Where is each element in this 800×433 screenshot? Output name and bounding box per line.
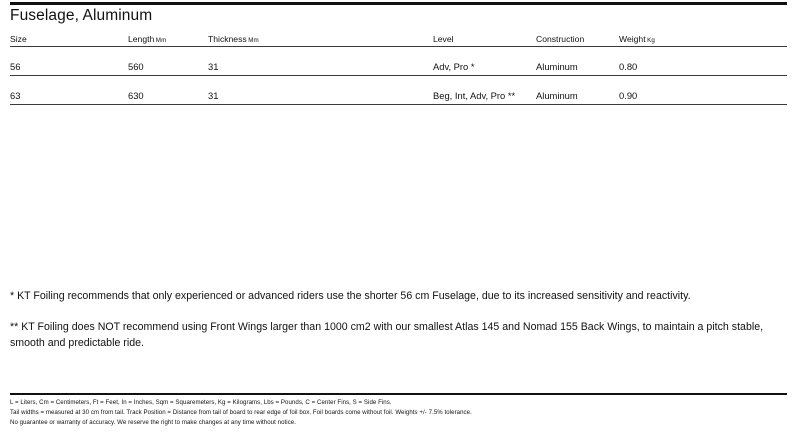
legend-abbreviations: L = Liters, Cm = Centimeters, Ft = Feet, In = Inches, Sqm = Squaremeters, Kg = Kilograms, Lbs = Pounds, C = Center Fins, S = Side Fins. [10,399,392,406]
column-header-level [433,30,536,47]
legend-block [10,398,792,429]
column-header-construction-label: Construction [536,34,585,44]
table-header-row [10,30,787,47]
top-divider-rule [10,2,787,5]
column-header-weight [619,30,787,47]
legend-disclaimer: No guarantee or warranty of accuracy. We reserve the right to make changes at any time without notice. [10,419,297,427]
page-title: Fuselage, Aluminum [10,7,153,24]
footnote-single-asterisk: * KT Foiling recommends that only experienced or advanced riders use the shorter 56 cm Fuselage, due to its increased sensitivity and reactivity. [10,290,691,302]
table-row [10,76,787,105]
column-header-size [10,30,128,47]
legend-measurement-notes: Tail widths = measured at 30 cm from tail. Track Position = Distance from tail of board to rear edge of foil box. Foil boards come without foil. Weights +/- 7.5% tolerance. [10,409,472,417]
cell-thickness: 31 [208,47,433,76]
cell-level: Beg, Int, Adv, Pro ** [433,76,536,105]
cell-construction: Aluminum [536,76,619,105]
cell-thickness: 31 [208,76,433,105]
table-row [10,47,787,76]
cell-length: 630 [128,76,208,105]
footnotes-block [10,288,792,351]
table-header [10,30,787,47]
column-header-length-unit: Mm [155,37,167,44]
cell-size: 56 [10,47,128,76]
cell-weight: 0.90 [619,76,787,105]
legend-divider-rule [10,393,787,395]
column-header-length-label: Length [128,34,155,44]
cell-length: 560 [128,47,208,76]
column-header-weight-label: Weight [619,34,646,44]
column-header-level-label: Level [433,34,454,44]
column-header-thickness-label: Thickness [208,34,247,44]
cell-construction: Aluminum [536,47,619,76]
column-header-thickness [208,30,433,47]
column-header-construction [536,30,619,47]
column-header-size-label: Size [10,34,27,44]
column-header-weight-unit: Kg [647,37,656,44]
column-header-thickness-unit: Mm [248,37,259,44]
cell-weight: 0.80 [619,47,787,76]
table-body [10,47,787,105]
cell-size: 63 [10,76,128,105]
cell-level: Adv, Pro * [433,47,536,76]
specifications-table [10,30,787,105]
footnote-double-asterisk: ** KT Foiling does NOT recommend using Front Wings larger than 1000 cm2 with our smallest Atlas 145 and Nomad 155 Back Wings, to maintain a pitch stable, smooth and predictable ride. [10,321,764,349]
column-header-length [128,30,208,47]
